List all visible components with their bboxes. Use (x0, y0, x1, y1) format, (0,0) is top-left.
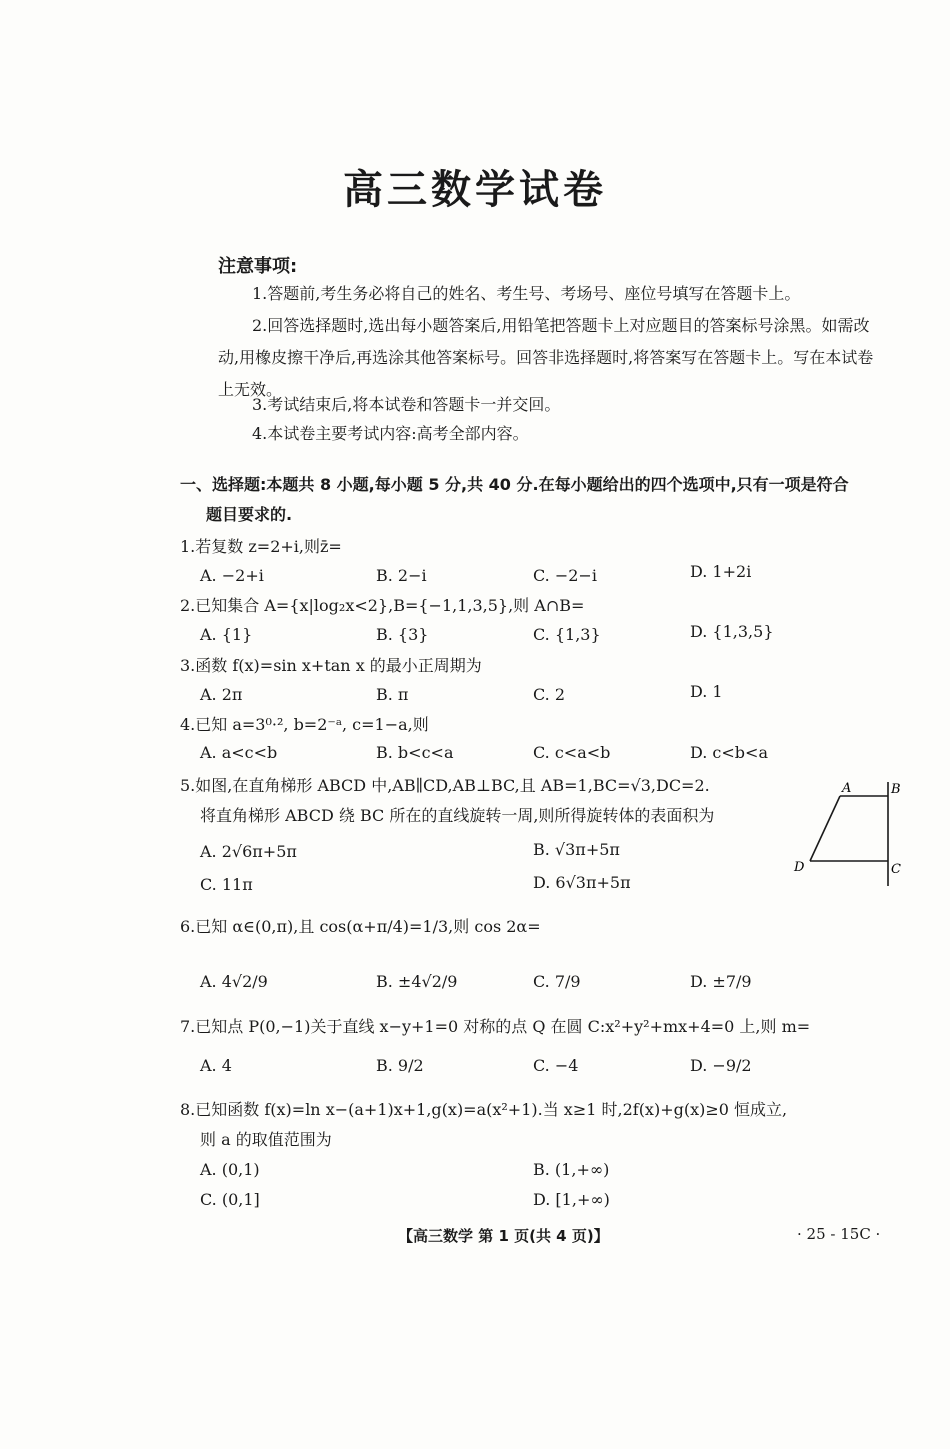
notice-item: 1.答题前,考生务必将自己的姓名、考生号、考场号、座位号填写在答题卡上。 (252, 284, 801, 303)
notice-item: 3.考试结束后,将本试卷和答题卡一并交回。 (252, 395, 561, 414)
option: C. 2 (533, 685, 566, 704)
option: A. 2π (200, 685, 243, 704)
option: C. {1,3} (533, 625, 601, 644)
option: C. −4 (533, 1056, 579, 1075)
option: B. 9/2 (376, 1056, 424, 1075)
option: D. 1+2i (690, 562, 752, 581)
question-stem: 6.已知 α∈(0,π),且 cos(α+π/4)=1/3,则 cos 2α= (180, 917, 541, 936)
page-footer: 【高三数学 第 1 页(共 4 页)】 (398, 1227, 609, 1245)
option: B. ±4√2/9 (376, 972, 458, 991)
question-stem: 7.已知点 P(0,−1)关于直线 x−y+1=0 对称的点 Q 在圆 C:x²+y²+mx+4=0 上,则 m= (180, 1017, 811, 1036)
option: D. c<b<a (690, 743, 768, 762)
option: A. 2√6π+5π (200, 842, 297, 861)
option: B. b<c<a (376, 743, 454, 762)
question-stem: 5.如图,在直角梯形 ABCD 中,AB∥CD,AB⊥BC,且 AB=1,BC=√3,DC=2. (180, 776, 710, 795)
question-stem: 3.函数 f(x)=sin x+tan x 的最小正周期为 (180, 656, 482, 675)
option: D. ±7/9 (690, 972, 752, 991)
option: C. c<a<b (533, 743, 611, 762)
label-a: A (842, 781, 852, 796)
question-stem: 8.已知函数 f(x)=ln x−(a+1)x+1,g(x)=a(x²+1).当 x≥1 时,2f(x)+g(x)≥0 恒成立, (180, 1100, 788, 1119)
section-line: 题目要求的. (206, 505, 293, 524)
option: B. {3} (376, 625, 429, 644)
paper-code: · 25 - 15C · (797, 1225, 881, 1243)
notice-item: 4.本试卷主要考试内容:高考全部内容。 (252, 424, 529, 443)
edge-ad (810, 796, 840, 861)
option: D. 1 (690, 682, 723, 701)
option: A. −2+i (200, 566, 264, 585)
question-stem: 4.已知 a=3⁰·², b=2⁻ᵃ, c=1−a,则 (180, 715, 429, 734)
option: A. 4√2/9 (200, 972, 268, 991)
section-line: 一、选择题:本题共 8 小题,每小题 5 分,共 40 分.在每小题给出的四个选项中,只有一项是符合 (180, 475, 849, 494)
option: A. (0,1) (200, 1160, 260, 1179)
page-title: 高三数学试卷 (343, 167, 607, 213)
notice-heading: 注意事项: (218, 256, 298, 277)
option: C. (0,1] (200, 1190, 260, 1209)
option: B. 2−i (376, 566, 427, 585)
option: A. {1} (200, 625, 253, 644)
trapezoid-figure (790, 776, 910, 888)
option: D. [1,+∞) (533, 1190, 610, 1209)
label-d: D (794, 860, 805, 875)
option: C. 7/9 (533, 972, 581, 991)
option: B. (1,+∞) (533, 1160, 610, 1179)
question-stem: 1.若复数 z=2+i,则z̄= (180, 537, 342, 556)
option: D. 6√3π+5π (533, 873, 631, 892)
question-stem: 则 a 的取值范围为 (200, 1130, 332, 1149)
label-b: B (891, 782, 901, 797)
option: B. √3π+5π (533, 840, 620, 859)
option: B. π (376, 685, 409, 704)
option: A. 4 (200, 1056, 232, 1075)
label-c: C (891, 862, 901, 877)
notice-item: 2.回答选择题时,选出每小题答案后,用铅笔把答题卡上对应题目的答案标号涂黑。如需改动,用橡皮擦干净后,再选涂其他答案标号。回答非选择题时,将答案写在答题卡上。写在本试卷上无效。 (218, 316, 874, 399)
section-heading (180, 470, 900, 530)
option: A. a<c<b (200, 743, 278, 762)
option: C. 11π (200, 875, 253, 894)
question-stem: 2.已知集合 A={x|log₂x<2},B={−1,1,3,5},则 A∩B= (180, 596, 585, 615)
option: D. −9/2 (690, 1056, 752, 1075)
option: C. −2−i (533, 566, 597, 585)
option: D. {1,3,5} (690, 622, 774, 641)
question-stem: 将直角梯形 ABCD 绕 BC 所在的直线旋转一周,则所得旋转体的表面积为 (200, 806, 715, 825)
